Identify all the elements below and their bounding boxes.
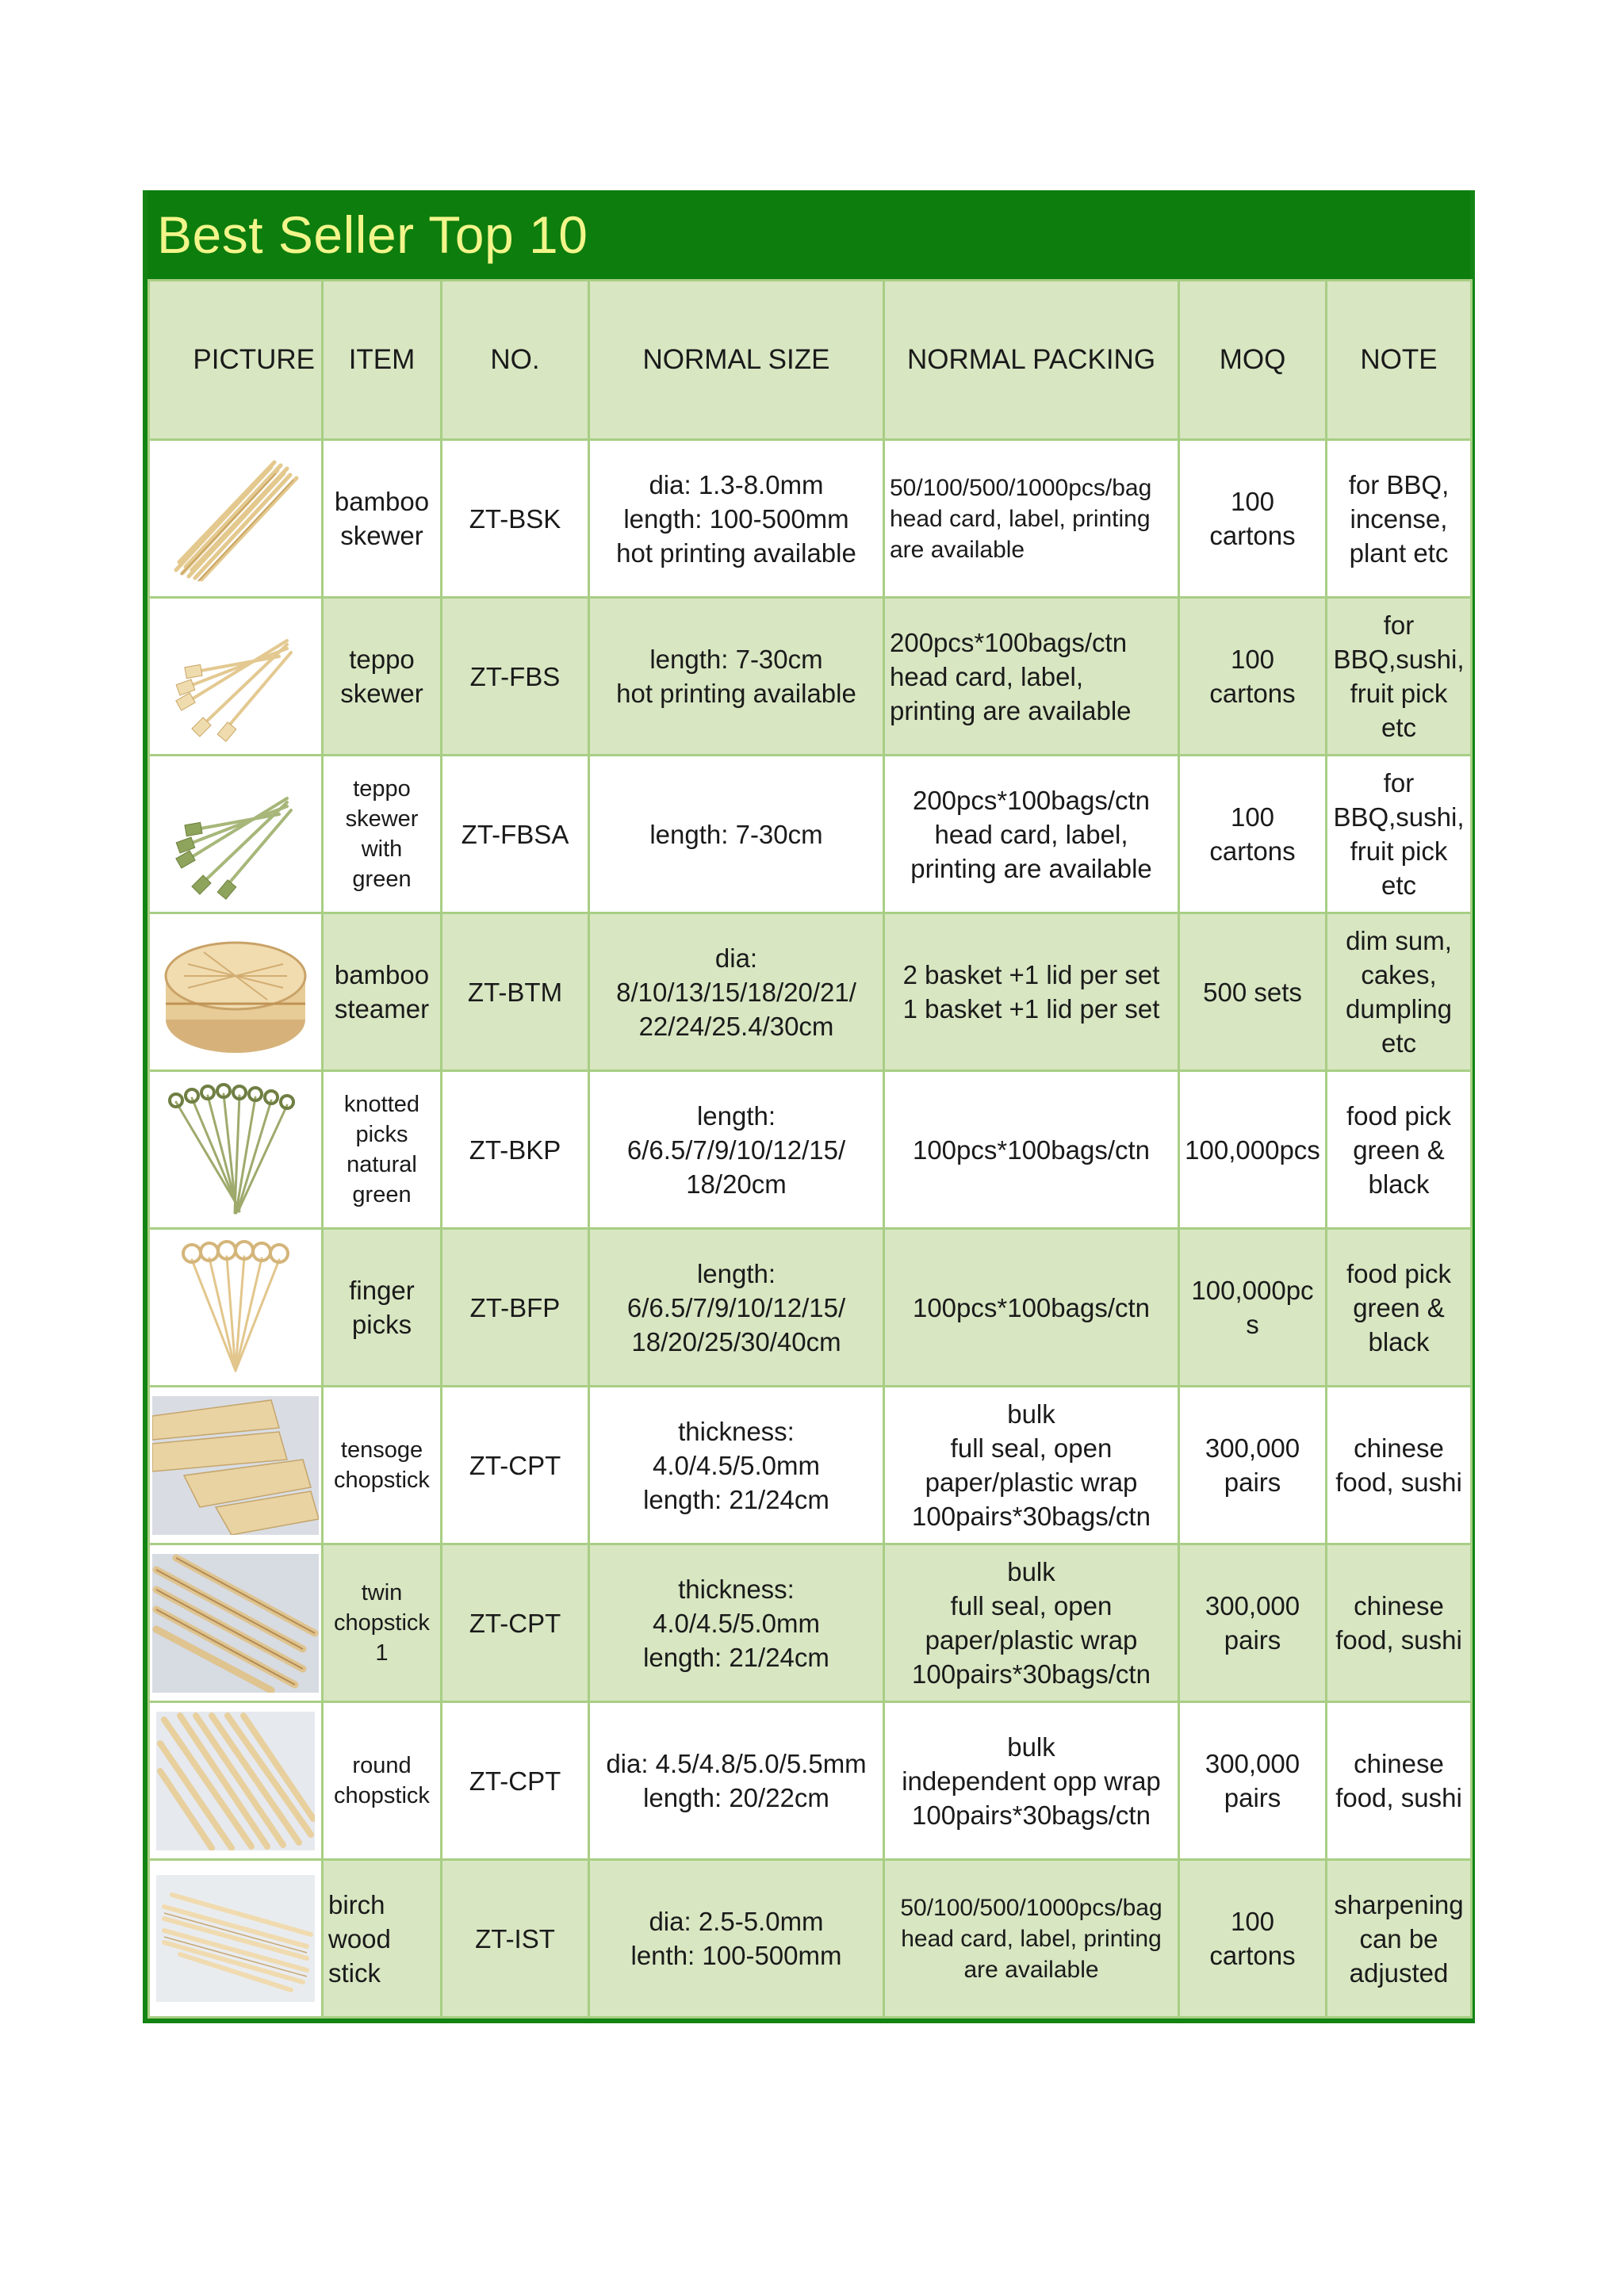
item-number: ZT-BTM xyxy=(442,913,589,1071)
note: sharpening can be adjusted xyxy=(1327,1860,1472,2018)
item-number: ZT-IST xyxy=(442,1860,589,2018)
moq: 300,000 pairs xyxy=(1179,1387,1327,1544)
item-number: ZT-CPT xyxy=(442,1544,589,1702)
teppo-skewer-photo xyxy=(149,598,323,756)
bamboo-skewer-photo xyxy=(149,440,323,598)
normal-size: length: 7-30cm xyxy=(589,756,884,913)
normal-packing: bulk full seal, open paper/plastic wrap 100pairs*30bags/ctn xyxy=(884,1544,1179,1702)
bamboo-steamer-photo xyxy=(149,913,323,1071)
normal-size: dia: 1.3-8.0mm length: 100-500mm hot printing available xyxy=(589,440,884,598)
note: food pick green & black xyxy=(1327,1229,1472,1387)
column-header-moq: MOQ xyxy=(1179,281,1327,440)
table-row xyxy=(149,756,1472,913)
column-header-picture: PICTURE xyxy=(149,281,323,440)
item-number: ZT-FBS xyxy=(442,598,589,756)
item-name: twin chopstick 1 xyxy=(323,1544,442,1702)
moq: 100 cartons xyxy=(1179,440,1327,598)
table-row xyxy=(149,1860,1472,2018)
normal-packing: 50/100/500/1000pcs/bag head card, label, printing are available xyxy=(884,440,1179,598)
normal-size: dia: 4.5/4.8/5.0/5.5mm length: 20/22cm xyxy=(589,1702,884,1860)
knotted-picks-photo xyxy=(149,1071,323,1229)
item-name: teppo skewer xyxy=(323,598,442,756)
normal-packing: bulk full seal, open paper/plastic wrap 100pairs*30bags/ctn xyxy=(884,1387,1179,1544)
table-row xyxy=(149,1387,1472,1544)
normal-size: thickness: 4.0/4.5/5.0mm length: 21/24cm xyxy=(589,1544,884,1702)
item-name: tensoge chopstick xyxy=(323,1387,442,1544)
column-header-normal-packing: NORMAL PACKING xyxy=(884,281,1179,440)
item-name: bamboo skewer xyxy=(323,440,442,598)
round-chopstick-photo xyxy=(149,1702,323,1860)
moq: 100,000pcs xyxy=(1179,1071,1327,1229)
table-row xyxy=(149,1071,1472,1229)
item-number: ZT-BSK xyxy=(442,440,589,598)
twin-chopstick-photo xyxy=(149,1544,323,1702)
moq: 300,000 pairs xyxy=(1179,1544,1327,1702)
table-row xyxy=(149,1702,1472,1860)
normal-size: length: 6/6.5/7/9/10/12/15/ 18/20cm xyxy=(589,1071,884,1229)
table-row xyxy=(149,440,1472,598)
note: chinese food, sushi xyxy=(1327,1544,1472,1702)
normal-packing: 100pcs*100bags/ctn xyxy=(884,1229,1179,1387)
note: for BBQ,sushi, fruit pick etc xyxy=(1327,598,1472,756)
item-name: round chopstick xyxy=(323,1702,442,1860)
note: chinese food, sushi xyxy=(1327,1387,1472,1544)
birch-wood-stick-photo xyxy=(149,1860,323,2018)
tensoge-chopstick-photo xyxy=(149,1387,323,1544)
item-number: ZT-CPT xyxy=(442,1387,589,1544)
item-name: teppo skewer with green xyxy=(323,756,442,913)
table-row xyxy=(149,1544,1472,1702)
column-header-note: NOTE xyxy=(1327,281,1472,440)
normal-packing: 200pcs*100bags/ctn head card, label, printing are available xyxy=(884,598,1179,756)
sheet-title: Best Seller Top 10 xyxy=(157,205,588,264)
item-name: birch wood stick xyxy=(323,1860,442,2018)
item-name: knotted picks natural green xyxy=(323,1071,442,1229)
item-name: bamboo steamer xyxy=(323,913,442,1071)
teppo-skewer-green-photo xyxy=(149,756,323,913)
moq: 100 cartons xyxy=(1179,756,1327,913)
table-row xyxy=(149,1229,1472,1387)
normal-packing: 100pcs*100bags/ctn xyxy=(884,1071,1179,1229)
note: chinese food, sushi xyxy=(1327,1702,1472,1860)
normal-packing: bulk independent opp wrap 100pairs*30bags/ctn xyxy=(884,1702,1179,1860)
column-header-item: ITEM xyxy=(323,281,442,440)
header-row xyxy=(149,281,1472,440)
item-number: ZT-CPT xyxy=(442,1702,589,1860)
moq: 500 sets xyxy=(1179,913,1327,1071)
note: for BBQ, incense, plant etc xyxy=(1327,440,1472,598)
product-sheet xyxy=(143,190,1475,2023)
moq: 300,000 pairs xyxy=(1179,1702,1327,1860)
moq: 100,000pc s xyxy=(1179,1229,1327,1387)
moq: 100 cartons xyxy=(1179,598,1327,756)
normal-packing: 50/100/500/1000pcs/bag head card, label, printing are available xyxy=(884,1860,1179,2018)
note: for BBQ,sushi, fruit pick etc xyxy=(1327,756,1472,913)
title-bar xyxy=(147,190,1470,279)
normal-size: thickness: 4.0/4.5/5.0mm length: 21/24cm xyxy=(589,1387,884,1544)
column-header-normal-size: NORMAL SIZE xyxy=(589,281,884,440)
table-row xyxy=(149,913,1472,1071)
note: food pick green & black xyxy=(1327,1071,1472,1229)
finger-picks-photo xyxy=(149,1229,323,1387)
moq: 100 cartons xyxy=(1179,1860,1327,2018)
normal-size: length: 6/6.5/7/9/10/12/15/ 18/20/25/30/40cm xyxy=(589,1229,884,1387)
item-number: ZT-BFP xyxy=(442,1229,589,1387)
normal-size: length: 7-30cm hot printing available xyxy=(589,598,884,756)
item-number: ZT-BKP xyxy=(442,1071,589,1229)
column-header-no: NO. xyxy=(442,281,589,440)
normal-packing: 200pcs*100bags/ctn head card, label, printing are available xyxy=(884,756,1179,913)
item-name: finger picks xyxy=(323,1229,442,1387)
item-number: ZT-FBSA xyxy=(442,756,589,913)
normal-packing: 2 basket +1 lid per set 1 basket +1 lid per set xyxy=(884,913,1179,1071)
normal-size: dia: 8/10/13/15/18/20/21/ 22/24/25.4/30cm xyxy=(589,913,884,1071)
note: dim sum, cakes, dumpling etc xyxy=(1327,913,1472,1071)
product-table xyxy=(147,279,1473,2019)
table-row xyxy=(149,598,1472,756)
normal-size: dia: 2.5-5.0mm lenth: 100-500mm xyxy=(589,1860,884,2018)
